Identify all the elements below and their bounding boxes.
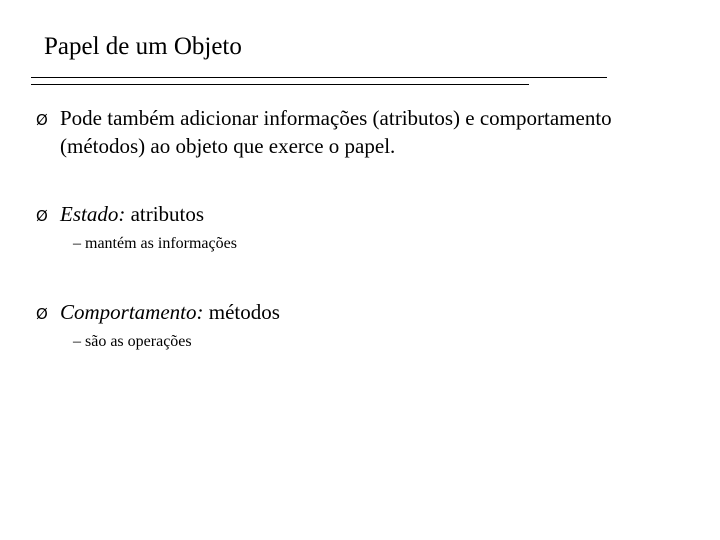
bullet-definition: métodos (203, 300, 280, 324)
bullet-definition: atributos (125, 202, 205, 226)
bullet-text (60, 298, 660, 326)
title-divider-top (31, 77, 607, 78)
arrow-bullet-icon: Ø (36, 207, 48, 225)
arrow-bullet-icon: Ø (36, 305, 48, 323)
bullet-text (60, 200, 660, 228)
sub-bullet-comportamento: – são as operações (73, 333, 192, 350)
slide-title: Papel de um Objeto (44, 33, 242, 60)
sub-bullet-estado: – mantém as informações (73, 235, 237, 252)
arrow-bullet-icon: Ø (36, 111, 48, 129)
bullet-term: Estado: (60, 202, 126, 226)
bullet-text: Pode também adicionar informações (atributos) e comportamento (métodos) ao objeto que exerce o papel. (60, 106, 612, 158)
bullet-term: Comportamento: (60, 300, 204, 324)
title-divider-bottom (31, 84, 529, 85)
